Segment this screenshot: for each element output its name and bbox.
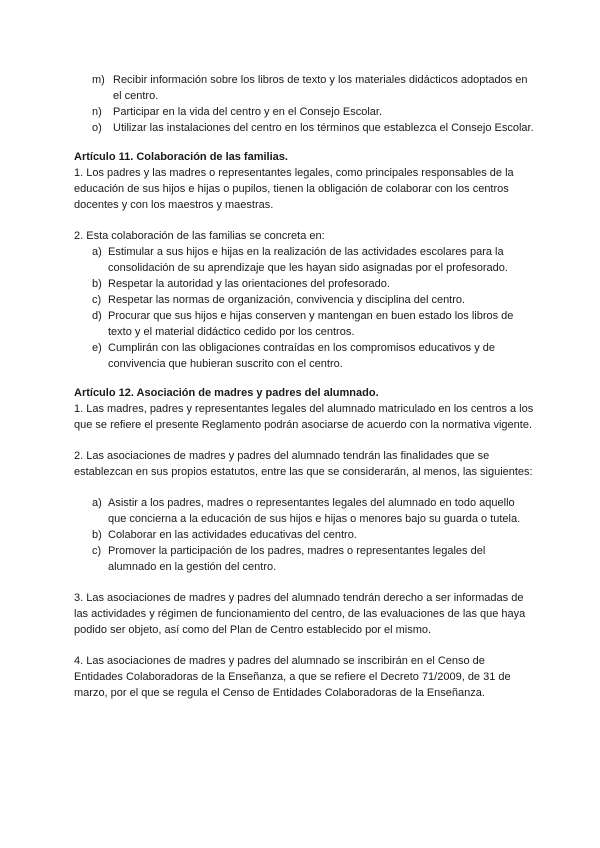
list-text: Procurar que sus hijos e hijas conserven y mantengan en buen estado los libros de texto y el material didáctico cedido por los centros. <box>108 310 514 338</box>
article-11-paragraph-2: 2. Esta colaboración de las familias se concreta en: <box>74 230 325 242</box>
article-12-paragraph-2: 2. Las asociaciones de madres y padres del alumnado tendrán las finalidades que se establezcan en sus propios estatutos, entre las que se considerarán, al menos, las siguientes: <box>74 450 533 478</box>
list-text: Colaborar en las actividades educativas del centro. <box>108 529 357 541</box>
list-item <box>74 244 534 276</box>
article-11-paragraph-1: 1. Los padres y las madres o representantes legales, como principales responsables de la educación de sus hijos e hijas o pupilos, tienen la obligación de colaborar con los centros docentes y con los maestros y maestras. <box>74 167 514 211</box>
list-marker: e) <box>92 342 102 354</box>
list-item <box>74 527 534 543</box>
list-item <box>74 276 534 292</box>
list-marker: a) <box>92 246 102 258</box>
document-page <box>74 72 534 701</box>
list-item <box>74 543 534 575</box>
article-12-paragraph-1: 1. Las madres, padres y representantes legales del alumnado matriculado en los centros a los que se refiere el presente Reglamento podrán asociarse de acuerdo con la normativa vigente. <box>74 403 534 431</box>
list-item <box>74 72 534 104</box>
list-text: Recibir información sobre los libros de texto y los materiales didácticos adoptados en el centro. <box>113 74 528 102</box>
article-12-title: Artículo 12. Asociación de madres y padres del alumnado. <box>74 387 379 399</box>
list-item <box>74 495 534 527</box>
article-11-list <box>74 244 534 372</box>
list-marker: m) <box>92 74 105 86</box>
list-item <box>74 292 534 308</box>
list-text: Promover la participación de los padres, madres o representantes legales del alumnado en la gestión del centro. <box>108 545 486 573</box>
list-marker: o) <box>92 122 102 134</box>
list-item <box>74 340 534 372</box>
continued-list <box>74 72 534 136</box>
list-item <box>74 120 534 136</box>
list-item <box>74 104 534 120</box>
article-11-title: Artículo 11. Colaboración de las familias. <box>74 151 288 163</box>
list-text: Cumplirán con las obligaciones contraídas en los compromisos educativos y de convivencia que hubieran suscrito con el centro. <box>108 342 496 370</box>
list-text: Respetar las normas de organización, convivencia y disciplina del centro. <box>108 294 466 306</box>
list-marker: c) <box>92 294 102 306</box>
list-text: Participar en la vida del centro y en el Consejo Escolar. <box>113 106 383 118</box>
list-marker: b) <box>92 278 102 290</box>
list-text: Estimular a sus hijos e hijas en la realización de las actividades escolares para la consolidación de su aprendizaje que les hayan sido asignadas por el profesorado. <box>108 246 508 274</box>
list-item <box>74 308 534 340</box>
list-marker: c) <box>92 545 102 557</box>
list-text: Utilizar las instalaciones del centro en los términos que establezca el Consejo Escolar. <box>113 122 534 134</box>
list-marker: d) <box>92 310 102 322</box>
list-text: Respetar la autoridad y las orientaciones del profesorado. <box>108 278 390 290</box>
article-12-paragraph-4: 4. Las asociaciones de madres y padres del alumnado se inscribirán en el Censo de Entidades Colaboradoras de la Enseñanza, a que se refiere el Decreto 71/2009, de 31 de marzo, por el que se regula el Censo de Entidades Colaboradoras de la Enseñanza. <box>74 655 511 699</box>
list-marker: b) <box>92 529 102 541</box>
article-12-paragraph-3: 3. Las asociaciones de madres y padres del alumnado tendrán derecho a ser informadas de las actividades y régimen de funcionamiento del centro, de las evaluaciones de las que haya podido ser objeto, así como del Plan de Centro establecido por el mismo. <box>74 592 526 636</box>
list-marker: a) <box>92 497 102 509</box>
article-12-list <box>74 495 534 575</box>
list-text: Asistir a los padres, madres o representantes legales del alumnado en todo aquello que concierna a la educación de sus hijos e hijas o menores bajo su guarda o tutela. <box>108 497 521 525</box>
list-marker: n) <box>92 106 102 118</box>
